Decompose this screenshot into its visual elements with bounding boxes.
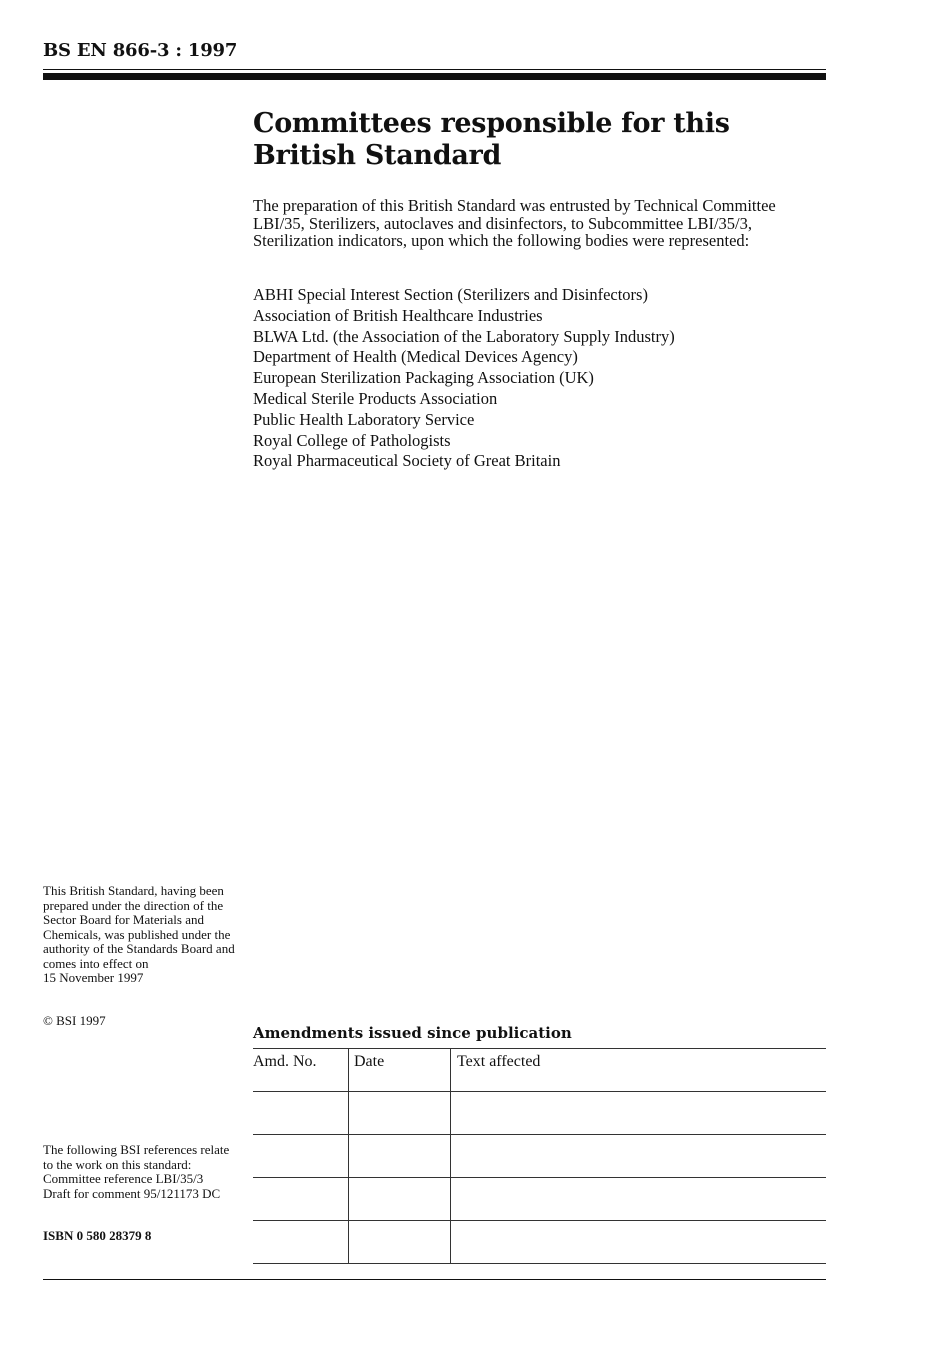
table-header-row	[253, 1049, 826, 1092]
approval-note	[43, 884, 238, 986]
page-title-line-1: Committees responsible for this	[253, 108, 730, 139]
table-cell	[451, 1092, 827, 1135]
copyright: © BSI 1997	[43, 1013, 106, 1028]
header-rule-thick	[43, 73, 826, 80]
table-cell	[349, 1221, 451, 1264]
table-cell	[349, 1135, 451, 1178]
table-cell	[349, 1178, 451, 1221]
references-intro: The following BSI references relate to the work on this standard:	[43, 1142, 230, 1172]
table-cell	[451, 1135, 827, 1178]
table-row	[253, 1178, 826, 1221]
document-code: BS EN 866-3 : 1997	[43, 40, 238, 61]
table-cell	[253, 1178, 349, 1221]
table-cell	[253, 1092, 349, 1135]
amendments-table	[253, 1048, 826, 1264]
page-title-line-2: British Standard	[253, 140, 502, 171]
table-cell	[253, 1221, 349, 1264]
represented-bodies-list	[253, 285, 826, 472]
list-item: Royal College of Pathologists	[253, 430, 451, 450]
committee-reference: Committee reference LBI/35/3	[43, 1171, 204, 1186]
bsi-references	[43, 1143, 238, 1201]
intro-paragraph: The preparation of this British Standard was entrusted by Technical Committee LBI/35, Sterilizers, autoclaves and disinfectors, to Subcommittee LBI/35/3, Sterilization indicators, upon which the following bodies were represented:	[253, 196, 776, 250]
column-header-date: Date	[349, 1049, 451, 1092]
column-header-text-affected: Text affected	[451, 1049, 827, 1092]
list-item: ABHI Special Interest Section (Sterilizers and Disinfectors)	[253, 285, 648, 304]
list-item: European Sterilization Packaging Association (UK)	[253, 368, 594, 388]
table-cell	[451, 1221, 827, 1264]
list-item: Public Health Laboratory Service	[253, 409, 475, 429]
isbn: ISBN 0 580 28379 8	[43, 1228, 152, 1243]
amendments-title: Amendments issued since publication	[253, 1024, 572, 1042]
header-rule-thin	[43, 69, 826, 70]
draft-reference: Draft for comment 95/121173 DC	[43, 1185, 221, 1201]
list-item: Medical Sterile Products Association	[253, 388, 498, 408]
list-item: Department of Health (Medical Devices Agency)	[253, 347, 578, 367]
page-title	[253, 108, 826, 172]
footer-rule	[43, 1279, 826, 1280]
table-row	[253, 1135, 826, 1178]
table-cell	[253, 1135, 349, 1178]
approval-text: This British Standard, having been prepared under the direction of the Sector Board for Materials and Chemicals, was published under the authority of the Standards Board and comes into effect on	[43, 883, 235, 971]
list-item: BLWA Ltd. (the Association of the Laboratory Supply Industry)	[253, 326, 675, 346]
effective-date: 15 November 1997	[43, 970, 144, 985]
list-item: Association of British Healthcare Industries	[253, 305, 543, 325]
column-header-amd-no: Amd. No.	[253, 1049, 349, 1092]
table-row	[253, 1092, 826, 1135]
table-cell	[349, 1092, 451, 1135]
table-row	[253, 1221, 826, 1264]
list-item: Royal Pharmaceutical Society of Great Britain	[253, 451, 561, 471]
table-cell	[451, 1178, 827, 1221]
